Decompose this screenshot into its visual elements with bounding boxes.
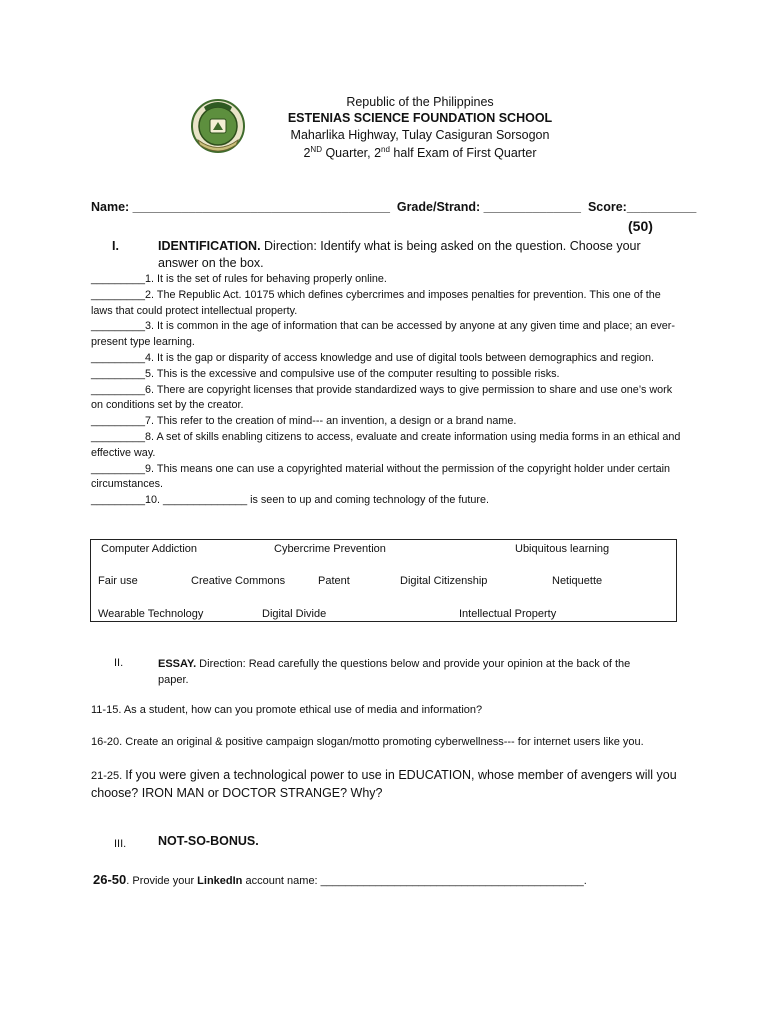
header-school-name: ESTENIAS SCIENCE FOUNDATION SCHOOL	[287, 111, 553, 125]
section1-number: I.	[112, 239, 119, 253]
question-item-9: _________9. This means one can use a copyrighted material without the permission of the copyright holder under certain circumstances.	[91, 462, 670, 491]
choice-computer-addiction: Computer Addiction	[101, 543, 197, 555]
choice-intellectual-property: Intellectual Property	[459, 608, 557, 620]
choice-digital-citizenship: Digital Citizenship	[400, 575, 488, 587]
section3-title: NOT-SO-BONUS.	[158, 834, 259, 848]
choice-digital-divide: Digital Divide	[262, 608, 327, 620]
header-address: Maharlika Highway, Tulay Casiguran Sorsogon	[290, 128, 550, 142]
section2-number: II.	[114, 657, 124, 669]
choice-patent: Patent	[318, 575, 350, 587]
question-item-4: _________4. It is the gap or disparity of access knowledge and use of digital tools between demographics and region.	[91, 351, 655, 364]
choice-netiquette: Netiquette	[552, 575, 603, 587]
student-info-line: Name: _____________________________________ Grade/Strand: ______________ Score:__________	[91, 200, 697, 214]
total-score: (50)	[628, 218, 653, 234]
section2-title: ESSAY.	[158, 658, 197, 670]
essay-question-3: 21-25. If you were given a technological power to use in EDUCATION, whose member of avengers will you choose? IRON MAN or DOCTOR STRANGE? Why?	[91, 768, 677, 800]
section1-direction: Direction: Identify what is being asked on the question. Choose your answer on the box.	[158, 239, 641, 270]
section3-number: III.	[114, 838, 127, 850]
question-item-5: _________5. This is the excessive and compulsive use of the computer resulting to possible risks.	[91, 367, 560, 380]
question-item-8: _________8. A set of skills enabling citizens to access, evaluate and create information using media forms in an ethical and effective way.	[91, 430, 681, 459]
question-item-10: _________10. ______________ is seen to up and coming technology of the future.	[91, 494, 490, 507]
choice-cybercrime-prevention: Cybercrime Prevention	[274, 543, 386, 555]
choice-creative-commons: Creative Commons	[191, 575, 286, 587]
choice-ubiquitous-learning: Ubiquitous learning	[515, 543, 610, 555]
bonus-question: 26-50. Provide your LinkedIn account name: ___________________________________________.	[93, 872, 587, 887]
answer-choices-box	[90, 539, 677, 622]
question-item-1: _________1. It is the set of rules for behaving properly online.	[91, 273, 387, 285]
question-item-3: _________3. It is common in the age of information that can be accessed by anyone at any given time and place; an ever-present type learning.	[91, 320, 675, 349]
essay-question-1: 11-15. As a student, how can you promote ethical use of media and information?	[91, 704, 483, 716]
question-item-2: _________2. The Republic Act. 10175 which defines cybercrimes and imposes penalties for prevention. This one of the laws that could protect intellectual property.	[91, 288, 661, 317]
section1-title: IDENTIFICATION.	[158, 239, 261, 253]
choice-fair-use: Fair use	[98, 575, 138, 587]
choice-wearable-technology: Wearable Technology	[98, 608, 204, 620]
section2-direction: Direction: Read carefully the questions below and provide your opinion at the back of the paper.	[158, 658, 631, 686]
identification-items	[91, 272, 681, 509]
section2-heading	[158, 656, 658, 688]
essay-question-2: 16-20. Create an original & positive campaign slogan/motto promoting cyberwellness--- for internet users like you.	[91, 736, 644, 748]
header-republic: Republic of the Philippines	[346, 95, 494, 109]
header-exam-title: 2ND Quarter, 2nd half Exam of First Quarter	[303, 145, 537, 161]
section1-heading	[158, 238, 678, 272]
question-item-7: _________7. This refer to the creation of mind--- an invention, a design or a brand name.	[91, 415, 517, 428]
question-item-6: _________6. There are copyright licenses that provide standardized ways to give permission to share and use one’s work on conditions set by the creator.	[91, 383, 673, 412]
